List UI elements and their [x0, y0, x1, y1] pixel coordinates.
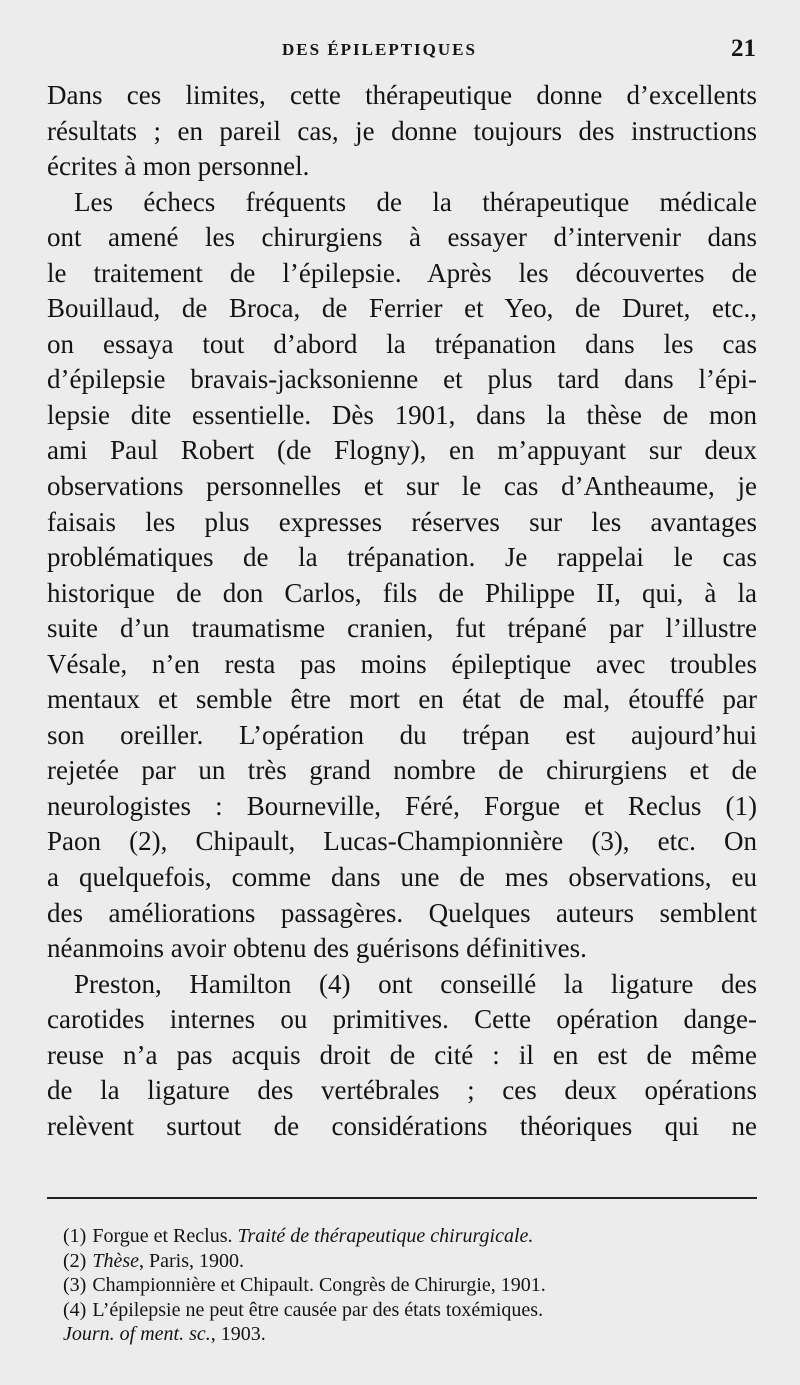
text-line: reuse n’a pas acquis droit de cité : il en est de même	[47, 1039, 757, 1070]
text-line: d’épilepsie bravais-jacksonienne et plus tard dans l’épi-	[47, 364, 757, 395]
page-number: 21	[731, 35, 756, 62]
footnote-text: Championnière et Chipault. Congrès de Chirurgie, 1901.	[92, 1274, 546, 1296]
body-text	[47, 78, 757, 1144]
footnote-2	[63, 1249, 760, 1274]
running-title: DES ÉPILEPTIQUES	[282, 40, 477, 59]
text-line: mentaux et semble être mort en état de mal, étouffé par	[47, 684, 757, 715]
text-line: Dans ces limites, cette thérapeutique donne d’excellents	[47, 80, 757, 110]
footnote-number: (3)	[63, 1274, 87, 1296]
footnote-number: (4)	[63, 1298, 87, 1321]
footnote-4-continued	[63, 1322, 760, 1347]
text-line: on essaya tout d’abord la trépanation dans les cas	[47, 328, 757, 359]
footnote-text: , Paris, 1900.	[139, 1249, 244, 1272]
text-line: neurologistes : Bourneville, Féré, Forgue et Reclus (1)	[47, 790, 757, 821]
text-line: résultats ; en pareil cas, je donne toujours des instructions	[47, 115, 757, 146]
footnote-divider	[47, 1197, 757, 1199]
footnote-year: , 1903.	[210, 1323, 266, 1345]
text-line: observations personnelles et sur le cas d’Antheaume, je	[47, 471, 757, 502]
footnotes	[63, 1224, 760, 1347]
text-line: a quelquefois, comme dans une de mes observations, eu	[47, 862, 757, 893]
footnote-4	[63, 1298, 760, 1323]
footnote-journal: Journ. of ment. sc.	[63, 1323, 211, 1345]
text-line: son oreiller. L’opération du trépan est aujourd’hui	[47, 719, 757, 750]
text-line: relèvent surtout de considérations théoriques qui ne	[47, 1110, 757, 1141]
page-header	[0, 36, 800, 66]
text-line: problématiques de la trépanation. Je rappelai le cas	[47, 542, 757, 573]
text-line: lepsie dite essentielle. Dès 1901, dans la thèse de mon	[47, 399, 757, 430]
text-line: ami Paul Robert (de Flogny), en m’appuyant sur deux	[47, 435, 757, 466]
text-line: Paon (2), Chipault, Lucas-Championnière (3), etc. On	[47, 826, 757, 857]
text-line: ont amené les chirurgiens à essayer d’intervenir dans	[47, 222, 757, 253]
text-line: rejetée par un très grand nombre de chirurgiens et de	[47, 755, 757, 786]
footnote-number: (2)	[63, 1249, 87, 1272]
text-line: écrites à mon personnel.	[47, 151, 310, 182]
text-line: néanmoins avoir obtenu des guérisons définitives.	[47, 933, 587, 964]
text-line: faisais les plus expresses réserves sur les avantages	[47, 506, 757, 537]
text-line: suite d’un traumatisme cranien, fut trépané par l’illustre	[47, 613, 757, 644]
footnote-title: Traité de thérapeutique chirurgicale.	[237, 1225, 534, 1247]
text-line: Bouillaud, de Broca, de Ferrier et Yeo, de Duret, etc.,	[47, 293, 757, 324]
text-line: de la ligature des vertébrales ; ces deux opérations	[47, 1075, 757, 1106]
text-line: historique de don Carlos, fils de Philippe II, qui, à la	[47, 577, 757, 608]
text-line: carotides internes ou primitives. Cette opération dange-	[47, 1004, 757, 1035]
footnote-text: Forgue et Reclus.	[92, 1225, 233, 1247]
footnote-1	[63, 1224, 760, 1249]
text-line: Les échecs fréquents de la thérapeutique médicale	[74, 186, 757, 217]
text-line: des améliorations passagères. Quelques auteurs semblent	[47, 897, 757, 928]
footnote-number: (1)	[63, 1225, 87, 1247]
footnote-text: L’épilepsie ne peut être causée par des états toxémiques.	[92, 1298, 544, 1321]
footnote-title: Thèse	[92, 1249, 139, 1272]
text-line: le traitement de l’épilepsie. Après les découvertes de	[47, 257, 757, 288]
footnote-3	[63, 1273, 760, 1298]
text-line: Preston, Hamilton (4) ont conseillé la ligature des	[74, 968, 757, 999]
text-line: Vésale, n’en resta pas moins épileptique avec troubles	[47, 648, 757, 679]
